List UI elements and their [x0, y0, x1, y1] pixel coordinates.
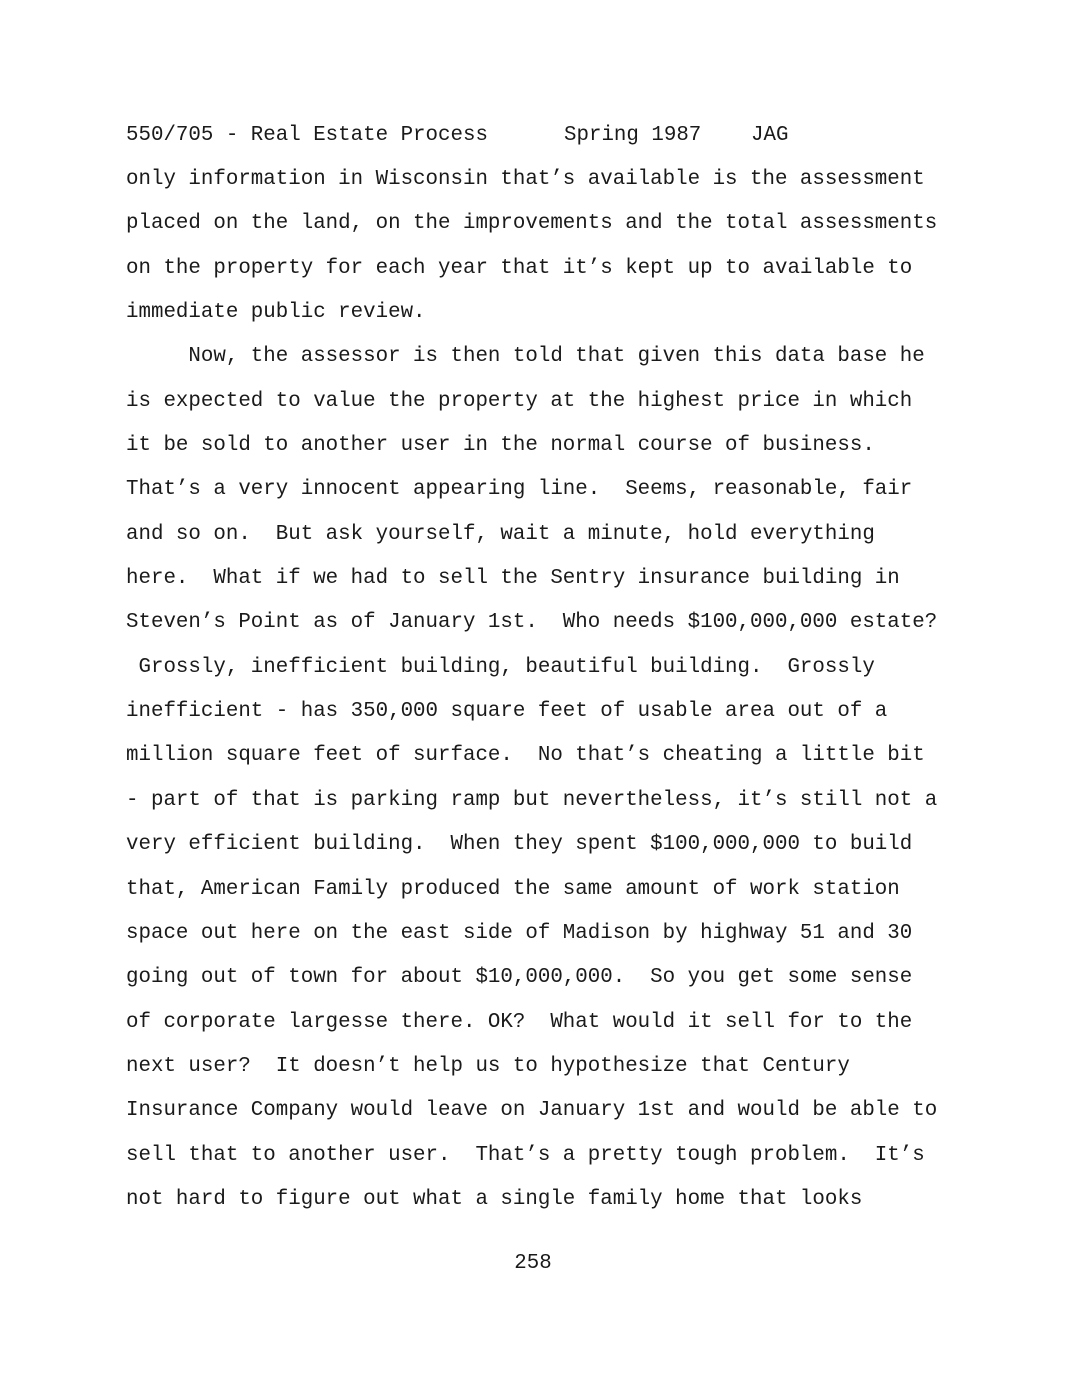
- header-course: 550/705 - Real Estate Process: [126, 124, 488, 147]
- text-line: Now, the assessor is then told that given this data base he: [126, 345, 925, 369]
- text-line: placed on the land, on the improvements and the total assessments: [126, 212, 938, 236]
- text-line: here. What if we had to sell the Sentry insurance building in: [126, 567, 900, 591]
- text-line: only information in Wisconsin that’s available is the assessment: [126, 168, 925, 191]
- text-line: million square feet of surface. No that’s cheating a little bit: [126, 744, 925, 768]
- text-line: next user? It doesn’t help us to hypothesize that Century: [126, 1054, 850, 1078]
- text-line: on the property for each year that it’s kept up to available to: [126, 256, 913, 280]
- transcript-body: [126, 168, 956, 1232]
- page-number: 258: [514, 1252, 552, 1275]
- header-initials: JAG: [751, 124, 789, 147]
- text-line: and so on. But ask yourself, wait a minute, hold everything: [126, 522, 875, 546]
- text-line: - part of that is parking ramp but nevertheless, it’s still not a: [126, 788, 938, 812]
- text-line: space out here on the east side of Madison by highway 51 and 30: [126, 921, 913, 945]
- text-line: Insurance Company would leave on January 1st and would be able to: [126, 1099, 938, 1123]
- text-line: Steven’s Point as of January 1st. Who needs $100,000,000 estate?: [126, 611, 938, 635]
- text-line: sell that to another user. That’s a pretty tough problem. It’s: [126, 1143, 925, 1167]
- text-line: That’s a very innocent appearing line. Seems, reasonable, fair: [126, 478, 913, 502]
- running-header: [126, 124, 788, 148]
- text-line: that, American Family produced the same amount of work station: [126, 877, 900, 901]
- text-line: immediate public review.: [126, 301, 426, 325]
- header-term: Spring 1987: [564, 124, 702, 147]
- text-line: Grossly, inefficient building, beautiful building. Grossly: [126, 655, 875, 679]
- text-line: very efficient building. When they spent $100,000,000 to build: [126, 833, 913, 857]
- text-line: it be sold to another user in the normal course of business.: [126, 434, 875, 458]
- text-line: is expected to value the property at the highest price in which: [126, 389, 913, 413]
- text-line: going out of town for about $10,000,000. So you get some sense: [126, 966, 913, 990]
- text-line: not hard to figure out what a single family home that looks: [126, 1187, 863, 1211]
- text-line: of corporate largesse there. OK? What would it sell for to the: [126, 1010, 913, 1034]
- text-line: inefficient - has 350,000 square feet of usable area out of a: [126, 700, 888, 724]
